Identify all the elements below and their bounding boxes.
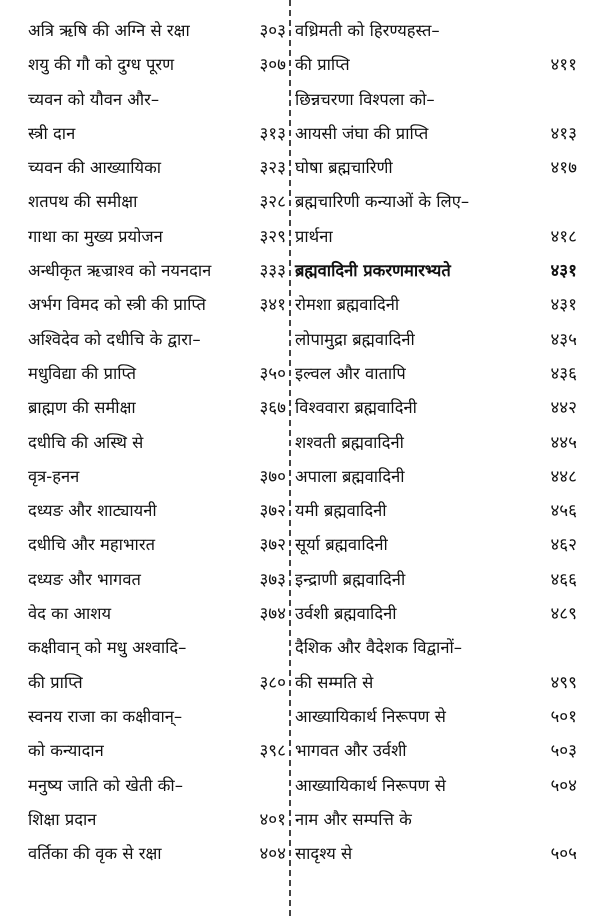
- entry-title: वर्तिका की वृक से रक्षा: [28, 844, 162, 864]
- entry-page-number: ३२८: [259, 192, 286, 213]
- entry-title: भागवत और उर्वशी: [295, 741, 407, 761]
- entry-title: वृत्र-हनन: [28, 466, 80, 486]
- contents-entry: [295, 528, 577, 562]
- entry-page-number: ३८०: [259, 672, 286, 693]
- entry-title: वध्रिमती को हिरण्यहस्त–: [295, 21, 440, 40]
- entry-title: रोमशा ब्रह्मवादिनी: [295, 295, 400, 315]
- contents-entry: [28, 528, 286, 562]
- entry-page-number: ४४५: [550, 432, 577, 453]
- contents-entry: [28, 391, 286, 425]
- entry-title: आयसी जंघा की प्राप्ति: [295, 123, 429, 143]
- entry-title: प्रार्थना: [295, 226, 333, 246]
- entry-title: की प्राप्ति: [295, 55, 350, 75]
- contents-entry: [28, 666, 286, 700]
- entry-page-number: ४८९: [550, 604, 577, 625]
- entry-title: मनुष्य जाति को खेती की–: [28, 775, 183, 795]
- entry-title: की सम्मति से: [295, 672, 374, 692]
- contents-entry: [295, 254, 577, 288]
- entry-title: वेद का आशय: [28, 604, 112, 624]
- contents-right-column: [295, 14, 577, 871]
- contents-entry: [295, 48, 577, 82]
- entry-title: गाथा का मुख्य प्रयोजन: [28, 226, 163, 246]
- entry-title: घोषा ब्रह्मचारिणी: [295, 158, 393, 178]
- contents-entry: [295, 14, 577, 48]
- entry-page-number: ३७३: [259, 569, 286, 590]
- entry-title: की प्राप्ति: [28, 672, 83, 692]
- entry-title: ब्रह्मवादिनी प्रकरणमारभ्यते: [295, 261, 451, 281]
- entry-title: अर्भग विमद को स्त्री की प्राप्ति: [28, 295, 206, 315]
- contents-entry: [28, 597, 286, 631]
- entry-title: शश्वती ब्रह्मवादिनी: [295, 432, 404, 452]
- entry-title: इल्वल और वातापि: [295, 363, 406, 383]
- entry-page-number: ४९९: [550, 672, 577, 693]
- entry-page-number: ३०७: [259, 55, 286, 76]
- entry-page-number: ४०४: [259, 844, 286, 865]
- entry-title: विश्ववारा ब्रह्मवादिनी: [295, 398, 417, 418]
- entry-title: यमी ब्रह्मवादिनी: [295, 501, 387, 521]
- contents-entry: [295, 426, 577, 460]
- entry-title: छिन्नचरणा विश्पला को–: [295, 89, 435, 109]
- contents-entry: [28, 323, 286, 357]
- entry-page-number: ३६७: [259, 398, 286, 419]
- contents-entry: [295, 734, 577, 768]
- contents-entry: [28, 734, 286, 768]
- contents-entry: [295, 288, 577, 322]
- entry-page-number: ५०३: [550, 741, 577, 762]
- contents-entry: [28, 185, 286, 219]
- entry-page-number: ४४८: [550, 466, 577, 487]
- contents-entry: [295, 803, 577, 837]
- entry-page-number: ४४२: [550, 398, 577, 419]
- entry-page-number: ३७०: [259, 466, 286, 487]
- contents-entry: [28, 700, 286, 734]
- entry-page-number: ३२३: [259, 158, 286, 179]
- entry-page-number: ३७४: [259, 604, 286, 625]
- contents-entry: [295, 220, 577, 254]
- column-divider: [289, 0, 291, 916]
- entry-page-number: ४०१: [259, 809, 286, 830]
- entry-page-number: ४१७: [550, 158, 577, 179]
- entry-title: ब्राह्मण की समीक्षा: [28, 398, 136, 418]
- entry-title: दधीचि की अस्थि से: [28, 432, 144, 452]
- entry-title: च्यवन की आख्यायिका: [28, 158, 162, 178]
- entry-title: इन्द्राणी ब्रह्मवादिनी: [295, 569, 406, 589]
- entry-title: शतपथ की समीक्षा: [28, 192, 138, 212]
- contents-entry: [28, 494, 286, 528]
- entry-page-number: ४३६: [550, 363, 577, 384]
- entry-title: अन्धीकृत ऋज्राश्व को नयनदान: [28, 261, 212, 281]
- entry-page-number: ५०१: [550, 706, 577, 727]
- contents-entry: [28, 14, 286, 48]
- entry-page-number: ४११: [550, 55, 577, 76]
- entry-title: मधुविद्या की प्राप्ति: [28, 363, 136, 383]
- contents-entry: [28, 460, 286, 494]
- entry-title: शयु की गौ को दुग्ध पूरण: [28, 55, 175, 75]
- entry-title: अश्विदेव को दधीचि के द्वारा–: [28, 329, 201, 349]
- entry-page-number: ३३३: [259, 261, 286, 282]
- contents-entry: [295, 769, 577, 803]
- entry-title: च्यवन को यौवन और–: [28, 89, 160, 109]
- contents-entry: [295, 151, 577, 185]
- contents-entry: [28, 288, 286, 322]
- entry-title: दधीचि और महाभारत: [28, 535, 155, 555]
- contents-entry: [295, 83, 577, 117]
- entry-title: नाम और सम्पत्ति के: [295, 809, 412, 829]
- contents-entry: [295, 391, 577, 425]
- entry-page-number: ४३१: [550, 295, 577, 316]
- contents-entry: [28, 48, 286, 82]
- entry-title: स्त्री दान: [28, 123, 76, 143]
- entry-page-number: ३२९: [259, 226, 286, 247]
- entry-page-number: ३१३: [259, 123, 286, 144]
- entry-page-number: ३४१: [259, 295, 286, 316]
- contents-left-column: [28, 14, 286, 871]
- entry-title: स्वनय राजा का कक्षीवान्–: [28, 706, 183, 726]
- entry-page-number: ५०५: [550, 844, 577, 865]
- entry-title: शिक्षा प्रदान: [28, 809, 97, 829]
- contents-entry: [28, 83, 286, 117]
- contents-entry: [295, 117, 577, 151]
- entry-title: कक्षीवान् को मधु अश्वादि–: [28, 638, 187, 658]
- contents-entry: [28, 151, 286, 185]
- entry-page-number: ४१८: [550, 226, 577, 247]
- entry-title: अपाला ब्रह्मवादिनी: [295, 466, 405, 486]
- entry-title: आख्यायिकार्थ निरूपण से: [295, 775, 446, 795]
- entry-page-number: ४१३: [550, 123, 577, 144]
- entry-page-number: ३०३: [259, 21, 286, 41]
- contents-entry: [295, 700, 577, 734]
- contents-entry: [28, 220, 286, 254]
- contents-entry: [295, 597, 577, 631]
- entry-page-number: ५०४: [550, 775, 577, 796]
- entry-page-number: ३७२: [259, 501, 286, 522]
- entry-page-number: ४३५: [550, 329, 577, 350]
- contents-entry: [295, 323, 577, 357]
- contents-entry: [295, 563, 577, 597]
- contents-entry: [295, 494, 577, 528]
- contents-entry: [28, 631, 286, 665]
- contents-entry: [28, 803, 286, 837]
- entry-title: दध्यङ और भागवत: [28, 569, 141, 589]
- entry-page-number: ४६६: [550, 569, 577, 590]
- contents-entry: [295, 357, 577, 391]
- entry-page-number: ३७२: [259, 535, 286, 556]
- contents-entry: [295, 460, 577, 494]
- entry-page-number: ४६२: [550, 535, 577, 556]
- entry-title: सादृश्य से: [295, 844, 353, 864]
- contents-entry: [295, 837, 577, 871]
- entry-title: लोपामुद्रा ब्रह्मवादिनी: [295, 329, 415, 349]
- contents-entry: [28, 357, 286, 391]
- contents-entry: [28, 837, 286, 871]
- entry-title: दध्यङ और शाट्यायनी: [28, 501, 157, 521]
- entry-title: ब्रह्मचारिणी कन्याओं के लिए–: [295, 192, 470, 212]
- contents-entry: [28, 563, 286, 597]
- entry-title: दैशिक और वैदेशक विद्वानों–: [295, 638, 463, 658]
- contents-entry: [28, 117, 286, 151]
- entry-title: सूर्या ब्रह्मवादिनी: [295, 535, 388, 555]
- entry-page-number: ३९८: [259, 741, 286, 762]
- entry-page-number: ४५६: [550, 501, 577, 522]
- contents-entry: [295, 631, 577, 665]
- entry-title: को कन्यादान: [28, 741, 104, 761]
- contents-entry: [28, 769, 286, 803]
- entry-title: आख्यायिकार्थ निरूपण से: [295, 706, 446, 726]
- contents-entry: [28, 426, 286, 460]
- contents-entry: [295, 666, 577, 700]
- entry-title: उर्वशी ब्रह्मवादिनी: [295, 604, 397, 624]
- entry-page-number: ३५०: [259, 363, 286, 384]
- contents-entry: [28, 254, 286, 288]
- entry-title: अत्रि ऋषि की अग्नि से रक्षा: [28, 21, 190, 40]
- contents-entry: [295, 185, 577, 219]
- entry-page-number: ४३१: [550, 261, 577, 282]
